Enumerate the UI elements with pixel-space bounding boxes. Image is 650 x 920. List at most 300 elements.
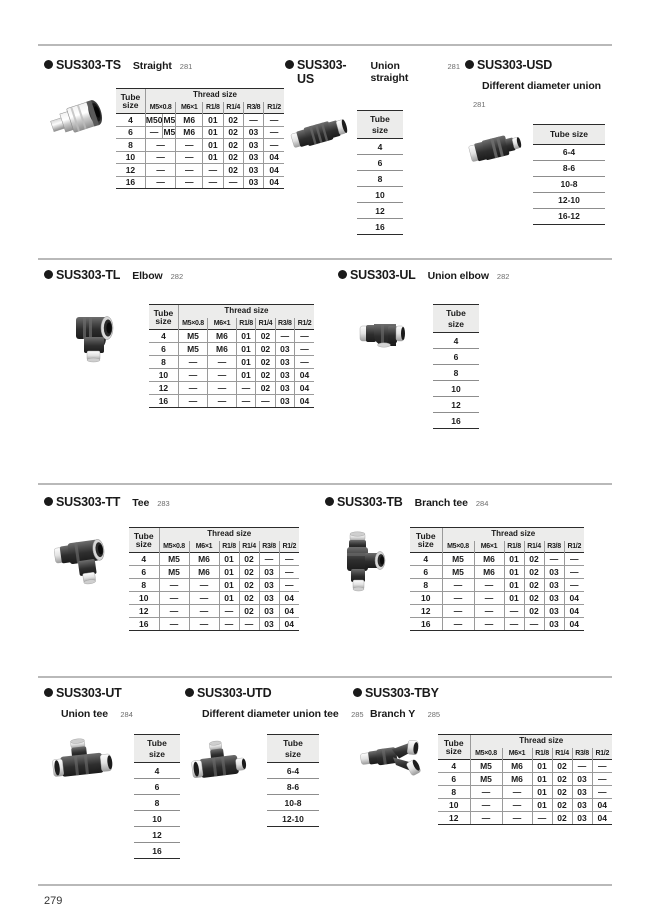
table-row bbox=[433, 413, 479, 429]
spec-cell: — bbox=[208, 382, 237, 395]
tube-size-cell: 16 bbox=[134, 843, 180, 859]
spec-cell: — bbox=[474, 618, 504, 631]
spec-cell: — bbox=[474, 592, 504, 605]
spec-cell: 01 bbox=[203, 126, 223, 139]
spec-cell: — bbox=[264, 139, 284, 152]
spec-cell: — bbox=[470, 799, 502, 812]
tube-size-cell: 10 bbox=[149, 369, 178, 382]
spec-cell: — bbox=[275, 330, 294, 343]
spec-cell: — bbox=[243, 114, 263, 127]
spec-cell: — bbox=[592, 773, 612, 786]
spec-cell: M5 bbox=[178, 343, 207, 356]
tube-header-line2: size bbox=[417, 539, 434, 549]
table-row bbox=[134, 779, 180, 795]
tube-size-cell: 6-4 bbox=[267, 763, 319, 779]
page-reference: 281 bbox=[447, 62, 460, 71]
tube-size-cell: 8-6 bbox=[533, 160, 605, 176]
product-image-tee bbox=[44, 527, 129, 597]
product-description: Branch Y bbox=[370, 708, 416, 720]
spec-cell: 04 bbox=[295, 395, 314, 408]
spec-table-body bbox=[134, 763, 180, 859]
table-row bbox=[149, 343, 314, 356]
spec-table-body bbox=[533, 144, 605, 224]
tube-size-cell: 16 bbox=[433, 413, 479, 429]
section-divider bbox=[38, 44, 612, 46]
spec-cell: 01 bbox=[504, 579, 524, 592]
spec-cell: M6 bbox=[176, 126, 203, 139]
spec-cell: 03 bbox=[275, 395, 294, 408]
spec-cell: — bbox=[442, 579, 474, 592]
spec-table-tby bbox=[438, 734, 612, 825]
tube-size-cell: 6 bbox=[116, 126, 145, 139]
col-header-r38: R3/8 bbox=[243, 102, 263, 114]
thread-size-group-header: Thread size bbox=[442, 528, 584, 541]
spec-cell: 01 bbox=[203, 151, 223, 164]
spec-cell: — bbox=[502, 786, 532, 799]
spec-cell: 02 bbox=[239, 592, 259, 605]
spec-cell: 02 bbox=[256, 356, 275, 369]
spec-cell: M6 bbox=[502, 760, 532, 773]
table-row bbox=[438, 760, 612, 773]
spec-cell: 04 bbox=[295, 382, 314, 395]
product-description: Union tee bbox=[61, 708, 108, 720]
tube-size-cell: 6 bbox=[149, 343, 178, 356]
spec-table-body bbox=[410, 553, 584, 631]
spec-cell: M6 bbox=[189, 566, 219, 579]
spec-cell: 01 bbox=[236, 330, 255, 343]
col-header-r38: R3/8 bbox=[544, 541, 564, 553]
product-description: Straight bbox=[132, 60, 172, 72]
spec-cell: — bbox=[178, 356, 207, 369]
col-header-r12: R1/2 bbox=[279, 541, 299, 553]
spec-cell: 03 bbox=[544, 566, 564, 579]
spec-cell: M6 bbox=[176, 114, 203, 127]
spec-cell: — bbox=[208, 369, 237, 382]
spec-cell: — bbox=[474, 579, 504, 592]
col-header-r18: R1/8 bbox=[236, 318, 255, 330]
spec-cell: M5 bbox=[159, 553, 189, 566]
product-description: Different diameter union tee bbox=[202, 708, 339, 720]
tube-header-line2: size bbox=[122, 100, 139, 110]
spec-cell: 02 bbox=[552, 799, 572, 812]
table-row bbox=[433, 333, 479, 349]
spec-cell: — bbox=[176, 164, 203, 177]
tube-size-cell: 8 bbox=[357, 171, 403, 187]
table-row bbox=[438, 812, 612, 825]
bullet-icon bbox=[465, 60, 474, 69]
spec-cell: — bbox=[189, 605, 219, 618]
section-heading bbox=[285, 58, 460, 86]
table-row bbox=[438, 773, 612, 786]
spec-cell: 01 bbox=[203, 114, 223, 127]
table-row bbox=[134, 763, 180, 779]
table-row bbox=[357, 171, 403, 187]
spec-cell: — bbox=[592, 760, 612, 773]
table-row bbox=[433, 381, 479, 397]
section-divider bbox=[38, 483, 612, 485]
product-image-union-elbow bbox=[338, 304, 433, 364]
spec-cell: 01 bbox=[236, 343, 255, 356]
spec-cell: 01 bbox=[236, 356, 255, 369]
spec-cell: 04 bbox=[264, 151, 284, 164]
tube-header-line1: Tube bbox=[153, 307, 174, 318]
product-image-elbow bbox=[44, 304, 149, 374]
page-reference: 285 bbox=[427, 710, 441, 719]
col-header-r38: R3/8 bbox=[572, 748, 592, 760]
table-row bbox=[116, 139, 284, 152]
table-row bbox=[410, 592, 584, 605]
section-heading bbox=[44, 268, 314, 282]
spec-cell: 04 bbox=[564, 605, 584, 618]
spec-cell: 03 bbox=[275, 343, 294, 356]
spec-cell: 03 bbox=[275, 369, 294, 382]
spec-table-us bbox=[357, 110, 403, 235]
spec-cell: 02 bbox=[256, 330, 275, 343]
tube-size-cell: 10 bbox=[438, 799, 470, 812]
table-row bbox=[433, 349, 479, 365]
section-sus303-tl bbox=[44, 268, 314, 408]
tube-size-cell: 12 bbox=[129, 605, 159, 618]
spec-cell: M5 bbox=[470, 760, 502, 773]
tube-size-cell: 6 bbox=[357, 155, 403, 171]
tube-size-cell: 16 bbox=[149, 395, 178, 408]
spec-cell: 01 bbox=[532, 773, 552, 786]
section-sus303-tt bbox=[44, 495, 309, 631]
table-row bbox=[267, 779, 319, 795]
section-divider bbox=[38, 258, 612, 260]
table-row bbox=[129, 579, 299, 592]
spec-cell: M50 bbox=[145, 114, 163, 125]
spec-cell: 02 bbox=[524, 566, 544, 579]
page-reference: 281 bbox=[179, 62, 193, 71]
section-sus303-usd bbox=[465, 58, 625, 225]
spec-cell: 02 bbox=[223, 114, 243, 127]
spec-cell: 03 bbox=[243, 176, 263, 189]
tube-size-cell: 12 bbox=[438, 812, 470, 825]
table-row bbox=[149, 356, 314, 369]
spec-cell: M5 bbox=[163, 114, 176, 125]
tube-header-line1: Tube bbox=[415, 530, 436, 541]
spec-cell: — bbox=[176, 151, 203, 164]
spec-cell: 03 bbox=[544, 579, 564, 592]
tube-size-cell: 4 bbox=[433, 333, 479, 349]
spec-cell: 02 bbox=[256, 369, 275, 382]
tube-size-cell: 8 bbox=[116, 139, 145, 152]
spec-cell: 01 bbox=[203, 139, 223, 152]
spec-cell: — bbox=[504, 605, 524, 618]
tube-size-cell: 4 bbox=[438, 760, 470, 773]
spec-cell: — bbox=[145, 176, 175, 189]
tube-size-cell: 8 bbox=[433, 365, 479, 381]
tube-size-cell: 10 bbox=[357, 187, 403, 203]
table-row bbox=[116, 151, 284, 164]
spec-cell: — bbox=[295, 343, 314, 356]
col-header-r12: R1/2 bbox=[264, 102, 284, 114]
table-row bbox=[267, 795, 319, 811]
tube-header-line2: size bbox=[155, 316, 172, 326]
tube-size-cell: 8 bbox=[149, 356, 178, 369]
spec-cell: — bbox=[219, 605, 239, 618]
tube-size-cell: 12 bbox=[134, 827, 180, 843]
spec-cell: 04 bbox=[279, 605, 299, 618]
spec-cell: 03 bbox=[572, 786, 592, 799]
spec-cell: — bbox=[502, 812, 532, 825]
spec-table-ts bbox=[116, 88, 284, 189]
spec-cell: — bbox=[564, 579, 584, 592]
spec-cell: — bbox=[295, 356, 314, 369]
spec-cell: — bbox=[442, 618, 474, 631]
tube-size-cell: 12 bbox=[410, 605, 442, 618]
spec-cell: — bbox=[264, 126, 284, 139]
spec-cell: 03 bbox=[259, 618, 279, 631]
tube-size-cell: 4 bbox=[129, 553, 159, 566]
spec-cell: M6 bbox=[502, 773, 532, 786]
tube-size-cell: 6-4 bbox=[533, 144, 605, 160]
bullet-icon bbox=[353, 688, 362, 697]
spec-cell: 01 bbox=[504, 553, 524, 566]
tube-size-cell: 8-6 bbox=[267, 779, 319, 795]
tube-header-line2: size bbox=[447, 318, 465, 329]
tube-size-cell: 4 bbox=[116, 114, 145, 127]
spec-cell: 02 bbox=[239, 566, 259, 579]
table-row bbox=[116, 114, 284, 127]
spec-cell: — bbox=[223, 176, 243, 189]
spec-cell: — bbox=[279, 579, 299, 592]
section-heading bbox=[338, 268, 518, 282]
tube-size-cell: 6 bbox=[410, 566, 442, 579]
tube-header-line1: Tube bbox=[443, 737, 464, 748]
spec-cell: 04 bbox=[564, 618, 584, 631]
tube-size-header: Tube size bbox=[533, 125, 605, 145]
table-row bbox=[433, 397, 479, 413]
tube-size-cell: 10 bbox=[410, 592, 442, 605]
product-description: Different diameter union bbox=[482, 80, 601, 92]
spec-cell: 04 bbox=[295, 369, 314, 382]
spec-cell: — bbox=[159, 592, 189, 605]
col-header-r18: R1/8 bbox=[532, 748, 552, 760]
spec-cell: 04 bbox=[592, 812, 612, 825]
tube-size-cell: 16 bbox=[357, 219, 403, 235]
product-code: SUS303-TS bbox=[56, 58, 121, 72]
tube-size-cell: 4 bbox=[357, 139, 403, 155]
spec-cell: — bbox=[236, 395, 255, 408]
spec-cell: — bbox=[295, 330, 314, 343]
table-row bbox=[149, 330, 314, 343]
tube-size-cell: 10-8 bbox=[533, 176, 605, 192]
spec-cell: — bbox=[259, 553, 279, 566]
spec-cell: — bbox=[176, 176, 203, 189]
col-header-r12: R1/2 bbox=[564, 541, 584, 553]
spec-cell: 01 bbox=[504, 592, 524, 605]
spec-table-utd bbox=[267, 734, 319, 827]
page-reference: 283 bbox=[157, 499, 170, 508]
section-sus303-tby bbox=[353, 686, 618, 825]
tube-header-line1: Tube bbox=[370, 114, 390, 124]
tube-header-line2: size bbox=[284, 748, 302, 759]
product-image-different-diameter-union bbox=[465, 124, 533, 174]
spec-cell: 03 bbox=[243, 151, 263, 164]
spec-cell: M5 bbox=[442, 566, 474, 579]
spec-cell: 04 bbox=[592, 799, 612, 812]
spec-cell: 01 bbox=[219, 553, 239, 566]
spec-table-tt bbox=[129, 527, 299, 631]
spec-cell: — bbox=[564, 566, 584, 579]
spec-table-usd bbox=[533, 124, 605, 225]
table-row bbox=[533, 192, 605, 208]
spec-cell: — bbox=[532, 812, 552, 825]
table-row bbox=[533, 144, 605, 160]
col-header-r14: R1/4 bbox=[524, 541, 544, 553]
col-header-m5: M5×0.8 bbox=[442, 541, 474, 553]
product-description: Elbow bbox=[132, 270, 163, 282]
spec-cell: 03 bbox=[259, 579, 279, 592]
spec-cell: 01 bbox=[532, 799, 552, 812]
section-heading bbox=[465, 58, 625, 72]
table-row bbox=[410, 566, 584, 579]
spec-cell: — bbox=[279, 566, 299, 579]
spec-cell: 02 bbox=[552, 786, 572, 799]
product-image-different-diameter-union-tee bbox=[185, 734, 267, 796]
spec-cell: 04 bbox=[264, 176, 284, 189]
spec-cell: — bbox=[145, 126, 163, 139]
col-header-r18: R1/8 bbox=[504, 541, 524, 553]
tube-size-cell: 4 bbox=[149, 330, 178, 343]
table-row bbox=[129, 618, 299, 631]
spec-table-body bbox=[433, 333, 479, 429]
col-header-r12: R1/2 bbox=[592, 748, 612, 760]
page-reference: 282 bbox=[496, 272, 510, 281]
product-description: Union straight bbox=[370, 60, 409, 84]
spec-cell: — bbox=[178, 369, 207, 382]
tube-size-cell: 16 bbox=[410, 618, 442, 631]
spec-table-body bbox=[438, 760, 612, 825]
tube-size-cell: 12-10 bbox=[267, 811, 319, 827]
spec-cell: — bbox=[564, 553, 584, 566]
spec-cell: — bbox=[208, 395, 237, 408]
spec-table-body bbox=[149, 330, 314, 408]
spec-cell: 03 bbox=[259, 566, 279, 579]
table-row bbox=[149, 369, 314, 382]
col-header-r14: R1/4 bbox=[256, 318, 275, 330]
spec-cell: M5 bbox=[159, 566, 189, 579]
spec-cell: — bbox=[159, 605, 189, 618]
spec-table-tl bbox=[149, 304, 314, 408]
tube-header-line2: size bbox=[135, 539, 152, 549]
spec-cell: — bbox=[145, 151, 175, 164]
product-code: SUS303-US bbox=[297, 58, 347, 86]
tube-header-line1: Tube bbox=[446, 308, 466, 318]
spec-cell: — bbox=[279, 553, 299, 566]
spec-cell: — bbox=[256, 395, 275, 408]
spec-cell: 01 bbox=[532, 760, 552, 773]
thread-size-group-header: Thread size bbox=[145, 89, 284, 102]
table-row bbox=[129, 553, 299, 566]
bullet-icon bbox=[44, 497, 53, 506]
spec-cell: — bbox=[178, 395, 207, 408]
spec-cell: — bbox=[592, 786, 612, 799]
col-header-r18: R1/8 bbox=[219, 541, 239, 553]
page-reference: 281 bbox=[473, 100, 486, 109]
spec-cell: 03 bbox=[259, 592, 279, 605]
spec-cell: 01 bbox=[532, 786, 552, 799]
section-heading bbox=[353, 686, 618, 700]
spec-cell: 03 bbox=[243, 126, 263, 139]
spec-cell: 02 bbox=[239, 553, 259, 566]
table-row bbox=[129, 566, 299, 579]
spec-cell: — bbox=[502, 799, 532, 812]
spec-cell: 03 bbox=[275, 382, 294, 395]
spec-table-ut bbox=[134, 734, 180, 859]
tube-size-cell: 8 bbox=[438, 786, 470, 799]
product-image-union-tee bbox=[44, 734, 134, 796]
col-header-m6: M6×1 bbox=[474, 541, 504, 553]
spec-cell: 03 bbox=[544, 592, 564, 605]
table-row bbox=[149, 395, 314, 408]
table-row bbox=[267, 811, 319, 827]
spec-cell: 02 bbox=[256, 382, 275, 395]
spec-cell: 03 bbox=[572, 773, 592, 786]
spec-cell: — bbox=[236, 382, 255, 395]
spec-table-body bbox=[116, 114, 284, 189]
product-code: SUS303-TB bbox=[337, 495, 403, 509]
table-row bbox=[357, 139, 403, 155]
tube-size-cell: 12 bbox=[116, 164, 145, 177]
spec-cell: 03 bbox=[275, 356, 294, 369]
table-row bbox=[357, 155, 403, 171]
tube-header-line1: Tube bbox=[147, 738, 167, 748]
spec-cell: 02 bbox=[524, 553, 544, 566]
spec-cell: — bbox=[544, 553, 564, 566]
spec-cell: — bbox=[524, 618, 544, 631]
spec-cell: 03 bbox=[544, 605, 564, 618]
tube-size-cell: 12 bbox=[357, 203, 403, 219]
col-header-m5: M5×0.8 bbox=[159, 541, 189, 553]
product-code: SUS303-TL bbox=[56, 268, 121, 282]
spec-cell: — bbox=[159, 618, 189, 631]
table-row bbox=[134, 827, 180, 843]
spec-cell: M6 bbox=[474, 553, 504, 566]
tube-header-line1: Tube bbox=[133, 530, 154, 541]
spec-table-body bbox=[267, 763, 319, 827]
tube-size-cell: 6 bbox=[129, 566, 159, 579]
spec-cell: 04 bbox=[264, 164, 284, 177]
spec-cell: M6 bbox=[208, 343, 237, 356]
section-sus303-ul bbox=[338, 268, 518, 429]
table-row bbox=[116, 126, 284, 139]
spec-cell: — bbox=[189, 592, 219, 605]
spec-cell: 04 bbox=[564, 592, 584, 605]
tube-size-cell: 10 bbox=[129, 592, 159, 605]
spec-cell: M5 bbox=[470, 773, 502, 786]
spec-cell: 02 bbox=[552, 773, 572, 786]
spec-cell: — bbox=[189, 579, 219, 592]
spec-cell: — bbox=[264, 114, 284, 127]
tube-size-cell: 10 bbox=[134, 811, 180, 827]
tube-size-cell: 12-10 bbox=[533, 192, 605, 208]
spec-cell: — bbox=[572, 760, 592, 773]
spec-cell: 02 bbox=[552, 812, 572, 825]
spec-cell: 02 bbox=[239, 579, 259, 592]
page-reference: 284 bbox=[475, 499, 489, 508]
page-number: 279 bbox=[44, 895, 63, 907]
col-header-r18: R1/8 bbox=[203, 102, 223, 114]
spec-cell: 01 bbox=[219, 592, 239, 605]
col-header-m6: M6×1 bbox=[208, 318, 237, 330]
spec-cell: M6 bbox=[189, 553, 219, 566]
tube-header-line2: size bbox=[148, 748, 166, 759]
spec-table-tb bbox=[410, 527, 584, 631]
tube-size-cell: 4 bbox=[410, 553, 442, 566]
